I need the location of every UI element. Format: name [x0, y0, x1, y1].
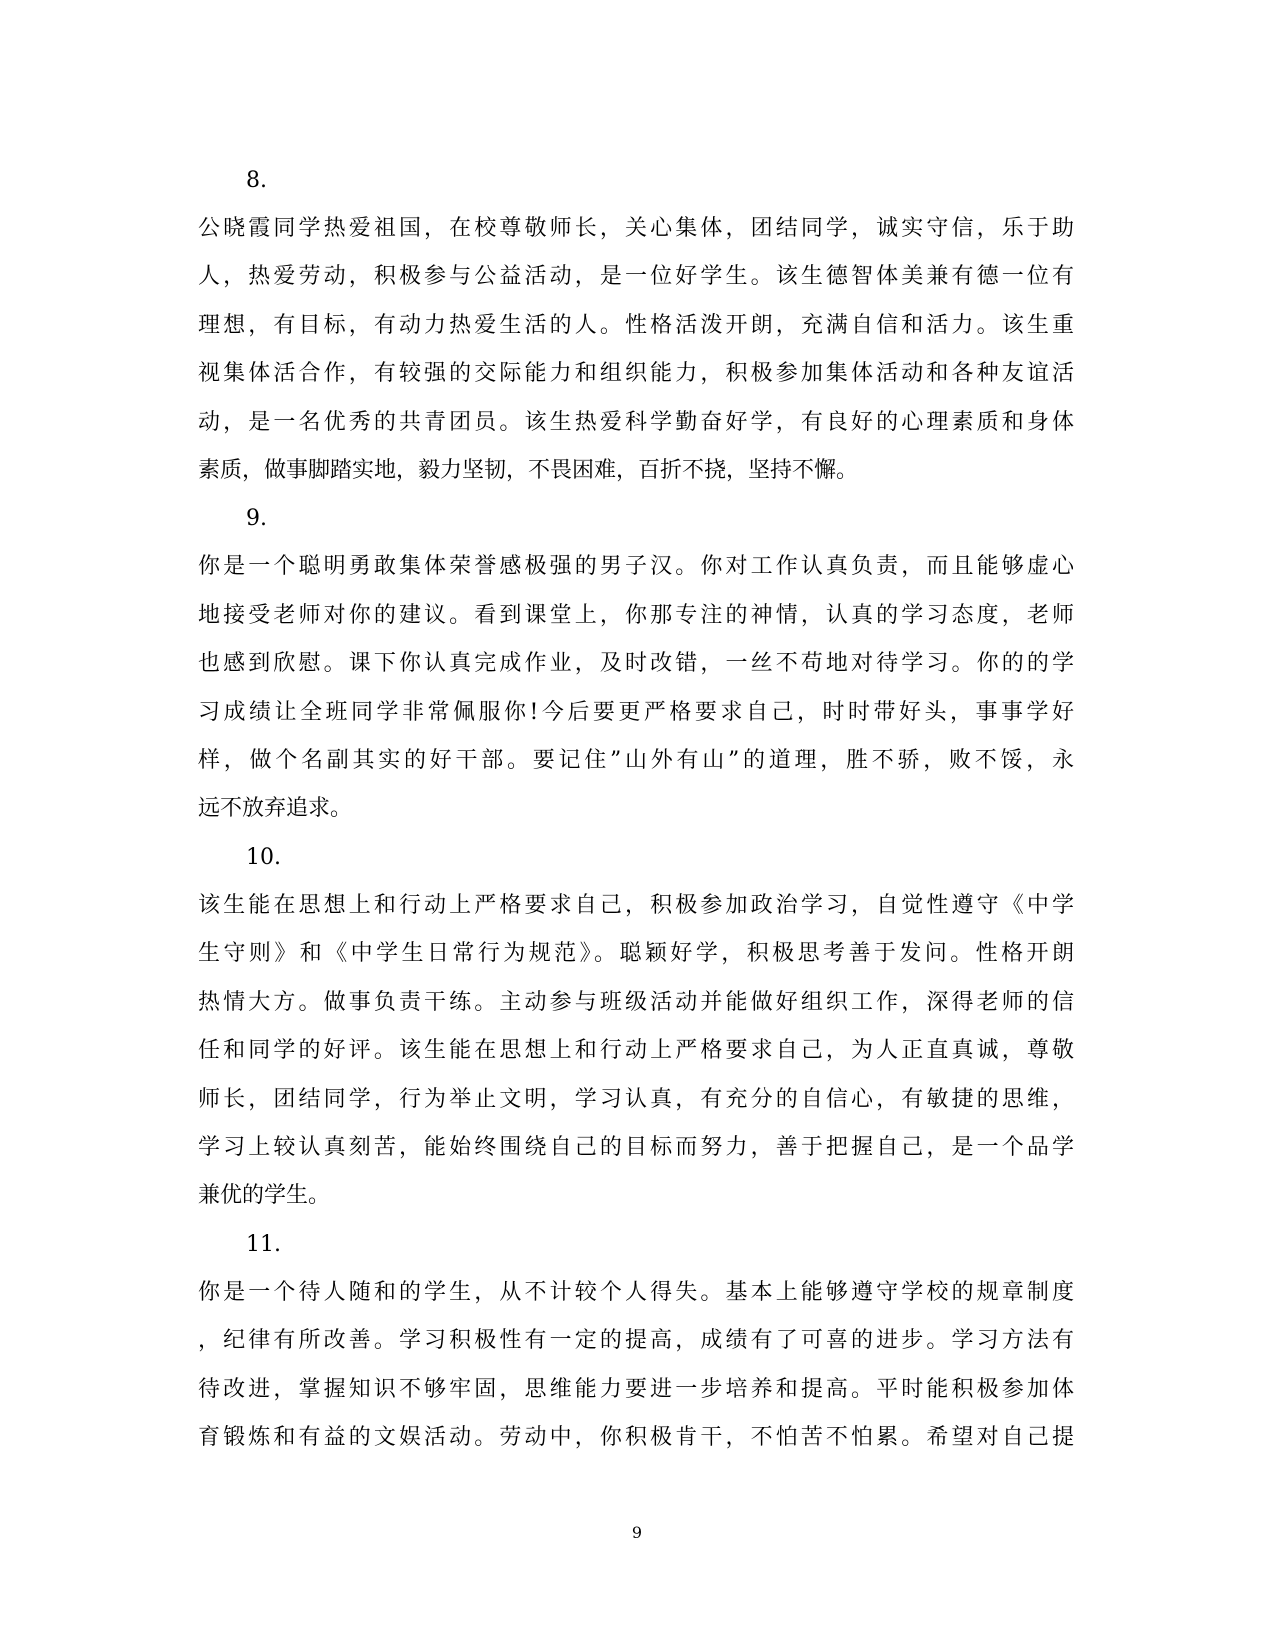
- text-line: 学习上较认真刻苦，能始终围绕自己的目标而努力，善于把握自己，是一个品学: [198, 1134, 1074, 1160]
- text-line: 任和同学的好评。该生能在思想上和行动上严格要求自己，为人正直真诚，尊敬: [198, 1038, 1074, 1064]
- text-line: 兼优的学生。: [198, 1183, 331, 1209]
- entry-11: [198, 1221, 1074, 1463]
- text-line: 人，热爱劳动，积极参与公益活动，是一位好学生。该生德智体美兼有德一位有: [198, 264, 1074, 290]
- text-line: 地接受老师对你的建议。看到课堂上，你那专注的神情，认真的学习态度，老师: [198, 602, 1074, 628]
- text-line: 视集体活合作，有较强的交际能力和组织能力，积极参加集体活动和各种友谊活: [198, 361, 1074, 387]
- entry-number: 11.: [246, 1231, 281, 1257]
- text-line: 你是一个待人随和的学生，从不计较个人得失。基本上能够遵守学校的规章制度: [198, 1279, 1074, 1305]
- text-line: 待改进，掌握知识不够牢固，思维能力要进一步培养和提高。平时能积极参加体: [198, 1376, 1074, 1402]
- text-line: 育锻炼和有益的文娱活动。劳动中，你积极肯干，不怕苦不怕累。希望对自己提: [198, 1424, 1074, 1450]
- text-line: 生守则》和《中学生日常行为规范》。聪颖好学，积极思考善于发问。性格开朗: [198, 941, 1074, 967]
- document-body: [198, 157, 1074, 1462]
- entry-8: [198, 157, 1074, 495]
- entry-number: 9.: [246, 506, 267, 532]
- text-line: 也感到欣慰。课下你认真完成作业，及时改错，一丝不苟地对待学习。你的的学: [198, 651, 1074, 677]
- entry-9: [198, 495, 1074, 833]
- entry-number: 8.: [246, 168, 267, 193]
- text-line: 远不放弃追求。: [198, 796, 353, 822]
- text-line: 理想，有目标，有动力热爱生活的人。性格活泼开朗，充满自信和活力。该生重: [198, 312, 1074, 338]
- text-line: 该生能在思想上和行动上严格要求自己，积极参加政治学习，自觉性遵守《中学: [198, 892, 1074, 918]
- text-line: 热情大方。做事负责干练。主动参与班级活动并能做好组织工作，深得老师的信: [198, 989, 1074, 1015]
- text-line: ，纪律有所改善。学习积极性有一定的提高，成绩有了可喜的进步。学习方法有: [198, 1328, 1074, 1354]
- text-line: 你是一个聪明勇敢集体荣誉感极强的男子汉。你对工作认真负责，而且能够虚心: [198, 554, 1074, 580]
- entry-number: 10.: [246, 844, 281, 870]
- entry-paragraph: [198, 882, 1074, 1221]
- text-line: 样，做个名副其实的好干部。要记住”山外有山”的道理，胜不骄，败不馁，永: [198, 748, 1074, 774]
- text-line: 习成绩让全班同学非常佩服你!今后要更严格要求自己，时时带好头，事事学好: [198, 699, 1074, 725]
- text-line: 公晓霞同学热爱祖国，在校尊敬师长，关心集体，团结同学，诚实守信，乐于助: [198, 216, 1074, 241]
- entry-paragraph: [198, 205, 1074, 495]
- entry-paragraph: [198, 1269, 1074, 1463]
- text-line: 素质，做事脚踏实地，毅力坚韧，不畏困难，百折不挠，坚持不懈。: [198, 458, 859, 484]
- entry-paragraph: [198, 543, 1074, 833]
- text-line: 动，是一名优秀的共青团员。该生热爱科学勤奋好学，有良好的心理素质和身体: [198, 409, 1074, 435]
- text-line: 师长，团结同学，行为举止文明，学习认真，有充分的自信心，有敏捷的思维，: [198, 1086, 1074, 1112]
- entry-10: [198, 834, 1074, 1221]
- page-number: 9: [631, 1523, 643, 1542]
